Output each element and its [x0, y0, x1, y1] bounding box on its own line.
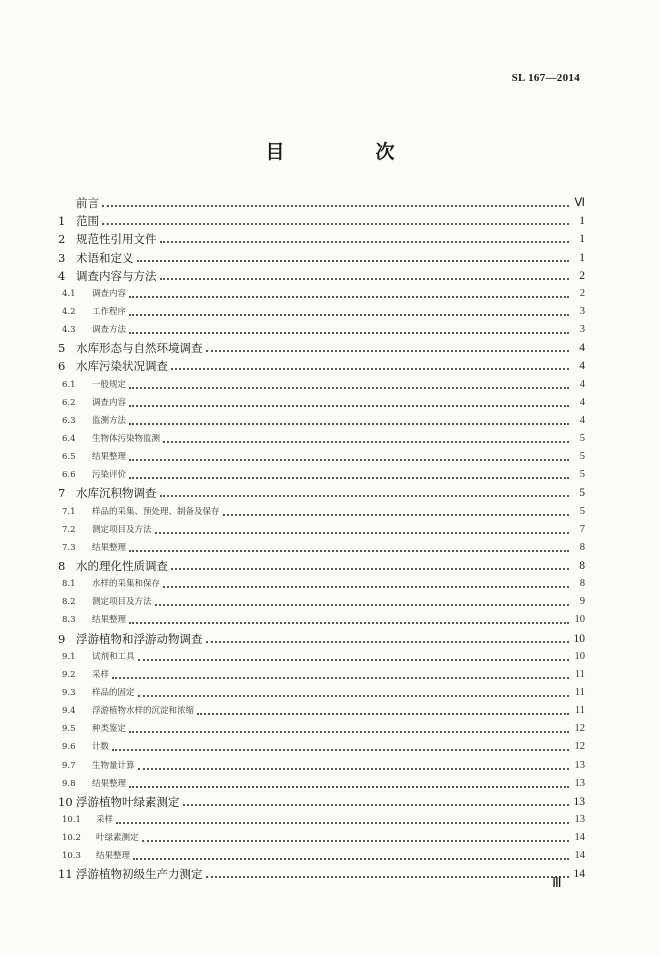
toc-entry[interactable] — [58, 845, 585, 863]
toc-leader-dots — [129, 395, 569, 407]
toc-leader-dots — [129, 304, 569, 316]
standard-code: SL 167—2014 — [511, 72, 580, 84]
toc-entry-page: 8 — [579, 578, 585, 590]
toc-leader-dots — [155, 594, 569, 606]
toc-leader-dots — [112, 667, 569, 679]
toc-entry-page: 4 — [579, 414, 585, 426]
toc-entry[interactable] — [58, 500, 585, 518]
toc-entry-page: 10 — [574, 614, 585, 626]
toc-leader-dots — [206, 340, 570, 352]
toc-entry-number: 9.8 — [62, 778, 76, 789]
toc-entry-label: 术语和定义 — [76, 250, 134, 265]
toc-entry-page: 13 — [574, 759, 585, 771]
toc-entry-number: 9.4 — [62, 706, 76, 717]
toc-entry-page: 5 — [579, 432, 585, 444]
toc-entry-page: 12 — [574, 723, 585, 735]
toc-entry-page: 4 — [579, 360, 585, 373]
toc-leader-dots — [129, 467, 569, 479]
toc-leader-dots — [171, 358, 569, 370]
toc-entry-page: 5 — [579, 505, 585, 517]
toc-entry-page: 8 — [579, 559, 585, 572]
toc-entry-label: 结果整理 — [96, 851, 131, 862]
toc-entry-page: 5 — [579, 487, 585, 500]
toc-leader-dots — [142, 830, 569, 842]
toc-entry-page: Ⅵ — [574, 197, 585, 210]
toc-entry[interactable] — [58, 410, 585, 428]
toc-entry-page: 1 — [579, 215, 585, 228]
toc-entry-number: 9.1 — [62, 651, 76, 662]
toc-leader-dots — [163, 431, 569, 443]
toc-entry-label: 规范性引用文件 — [76, 232, 157, 247]
toc-entry[interactable] — [58, 519, 585, 537]
toc-entry-page: 7 — [579, 523, 585, 535]
toc-entry-number: 6 — [58, 359, 66, 374]
toc-leader-dots — [183, 794, 570, 806]
toc-entry-page: 11 — [574, 686, 585, 698]
toc-leader-dots — [163, 576, 569, 588]
toc-leader-dots — [102, 213, 569, 225]
toc-entry-label: 测定项目及方法 — [92, 597, 152, 608]
toc-entry-label: 浮游植物和浮游动物调查 — [76, 631, 203, 646]
toc-entry[interactable] — [58, 827, 585, 845]
toc-leader-dots — [138, 649, 569, 661]
toc-entry-number: 8.3 — [62, 615, 76, 626]
toc-entry-page: 5 — [579, 469, 585, 481]
toc-entry-number: 6.3 — [62, 415, 76, 426]
toc-entry-number: 6.2 — [62, 397, 76, 408]
toc-entry-page: 4 — [579, 378, 585, 390]
toc-leader-dots — [133, 848, 569, 860]
toc-leader-dots — [171, 558, 569, 570]
toc-entry-label: 水库形态与自然环境调查 — [76, 341, 203, 356]
toc-entry-label: 水库沉积物调查 — [76, 486, 157, 501]
toc-entry-page: 8 — [579, 541, 585, 553]
toc-entry-label: 调查内容 — [92, 397, 127, 408]
toc-entry-label: 调查方法 — [92, 325, 127, 336]
toc-entry-page: 4 — [579, 396, 585, 408]
toc-entry-label: 结果整理 — [92, 778, 127, 789]
toc-entry[interactable] — [58, 228, 585, 246]
toc-entry-label: 污染评价 — [92, 470, 127, 481]
toc-entry-label: 浮游植物初级生产力测定 — [76, 867, 203, 882]
toc-entry-label: 测定项目及方法 — [92, 524, 152, 535]
toc-entry-page: 11 — [574, 705, 585, 717]
toc-leader-dots — [129, 721, 569, 733]
toc-entry-number: 6.1 — [62, 379, 76, 390]
toc-entry-number: 7 — [58, 486, 66, 501]
toc-entry-number: 4.2 — [62, 306, 76, 317]
toc-entry-label: 样品的固定 — [92, 687, 135, 698]
toc-entry-page: 5 — [579, 451, 585, 463]
toc-entry-number: 10.1 — [62, 814, 81, 825]
toc-leader-dots — [129, 286, 569, 298]
toc-entry-number: 7.1 — [62, 506, 76, 517]
toc-entry-number: 3 — [58, 250, 66, 265]
toc-entry-label: 采样 — [96, 814, 114, 825]
toc-entry-page: 14 — [574, 850, 585, 862]
toc-leader-dots — [116, 812, 569, 824]
toc-entry-page: 3 — [579, 305, 585, 317]
toc-entry[interactable] — [58, 809, 585, 827]
toc-leader-dots — [160, 485, 570, 497]
toc-entry[interactable] — [58, 482, 585, 500]
toc-entry-label: 结果整理 — [92, 452, 127, 463]
toc-entry[interactable] — [58, 682, 585, 700]
toc-entry[interactable] — [58, 791, 585, 809]
toc-entry[interactable] — [58, 210, 585, 228]
toc-leader-dots — [129, 449, 569, 461]
toc-entry-number: 4 — [58, 268, 66, 283]
toc-entry-number: 10.2 — [62, 833, 81, 844]
toc-entry-page: 10 — [573, 632, 585, 645]
toc-entry-page: 9 — [579, 596, 585, 608]
toc-entry-label: 工作程序 — [92, 306, 127, 317]
toc-entry[interactable] — [58, 337, 585, 355]
toc-leader-dots — [160, 268, 570, 280]
toc-entry-page: 12 — [574, 741, 585, 753]
toc-entry-label: 水的理化性质调查 — [76, 558, 168, 573]
toc-entry-label: 浮游植物叶绿素测定 — [76, 794, 180, 809]
toc-leader-dots — [129, 322, 569, 334]
toc-entry-label: 浮游植物水样的沉淀和浓缩 — [92, 706, 195, 717]
toc-leader-dots — [112, 739, 569, 751]
toc-entry-label: 种类鉴定 — [92, 724, 127, 735]
toc-entry-label: 调查内容与方法 — [76, 268, 157, 283]
toc-leader-dots — [155, 522, 569, 534]
toc-entry-page: 14 — [574, 832, 585, 844]
toc-entry[interactable] — [58, 591, 585, 609]
toc-entry-number: 9.7 — [62, 760, 76, 771]
toc-entry[interactable] — [58, 355, 585, 373]
toc-entry-number: 9 — [58, 631, 66, 646]
toc-entry[interactable] — [58, 700, 585, 718]
toc-entry-page: 14 — [573, 868, 585, 881]
toc-leader-dots — [129, 377, 569, 389]
toc-entry-number: 11 — [58, 867, 73, 882]
table-of-contents — [58, 192, 585, 881]
toc-entry[interactable] — [58, 555, 585, 573]
toc-entry[interactable] — [58, 246, 585, 264]
toc-leader-dots — [223, 504, 569, 516]
toc-leader-dots — [206, 866, 570, 878]
toc-entry-number: 10 — [58, 794, 73, 809]
toc-entry[interactable] — [58, 718, 585, 736]
toc-entry[interactable] — [58, 754, 585, 772]
toc-leader-dots — [206, 631, 570, 643]
toc-leader-dots — [160, 231, 570, 243]
toc-leader-dots — [129, 776, 569, 788]
toc-entry-number: 9.5 — [62, 724, 76, 735]
toc-entry[interactable] — [58, 373, 585, 391]
toc-entry-label: 结果整理 — [92, 542, 127, 553]
toc-entry-number: 7.2 — [62, 524, 76, 535]
toc-leader-dots — [138, 685, 569, 697]
toc-entry[interactable] — [58, 319, 585, 337]
toc-entry[interactable] — [58, 265, 585, 283]
toc-leader-dots — [102, 195, 569, 207]
toc-entry-number: 6.4 — [62, 433, 76, 444]
toc-entry[interactable] — [58, 283, 585, 301]
toc-entry-number: 8.2 — [62, 597, 76, 608]
toc-entry-number: 2 — [58, 232, 66, 247]
page-number: Ⅲ — [552, 876, 561, 891]
toc-entry-number: 8 — [58, 558, 66, 573]
toc-entry-label: 水样的采集和保存 — [92, 579, 161, 590]
toc-entry-label: 试剂和工具 — [92, 651, 135, 662]
toc-entry-label: 范围 — [76, 214, 99, 229]
toc-entry[interactable] — [58, 192, 585, 210]
toc-entry-label: 采样 — [92, 669, 110, 680]
toc-entry-label: 监测方法 — [92, 415, 127, 426]
toc-entry-page: 10 — [574, 650, 585, 662]
toc-entry-number: 5 — [58, 341, 66, 356]
toc-entry-page: 1 — [579, 251, 585, 264]
toc-entry[interactable] — [58, 863, 585, 881]
toc-entry-label: 样品的采集、预处理、制备及保存 — [92, 506, 220, 517]
toc-leader-dots — [129, 540, 569, 552]
toc-entry-label: 水库污染状况调查 — [76, 359, 168, 374]
toc-entry-label: 一般规定 — [92, 379, 127, 390]
toc-entry-page: 13 — [574, 813, 585, 825]
toc-entry-label: 生物体污染物监测 — [92, 433, 161, 444]
toc-entry[interactable] — [58, 446, 585, 464]
toc-entry-label: 调查内容 — [92, 288, 127, 299]
toc-leader-dots — [129, 413, 569, 425]
toc-entry-page: 2 — [579, 287, 585, 299]
toc-entry[interactable] — [58, 573, 585, 591]
toc-leader-dots — [138, 758, 569, 770]
toc-entry[interactable] — [58, 773, 585, 791]
toc-entry-page: 13 — [573, 795, 585, 808]
toc-entry[interactable] — [58, 627, 585, 645]
toc-entry-number: 8.1 — [62, 579, 76, 590]
toc-entry-page: 3 — [579, 324, 585, 336]
toc-entry[interactable] — [58, 646, 585, 664]
toc-leader-dots — [137, 250, 570, 262]
toc-entry[interactable] — [58, 537, 585, 555]
toc-entry-page: 2 — [579, 269, 585, 282]
toc-entry-number: 10.3 — [62, 851, 81, 862]
toc-entry-label: 前言 — [76, 196, 99, 211]
toc-entry-number: 9.6 — [62, 742, 76, 753]
toc-entry[interactable] — [58, 664, 585, 682]
toc-entry-number: 1 — [58, 214, 66, 229]
toc-entry[interactable] — [58, 392, 585, 410]
toc-entry-page: 1 — [579, 233, 585, 246]
toc-entry-number: 7.3 — [62, 542, 76, 553]
toc-entry[interactable] — [58, 609, 585, 627]
toc-entry[interactable] — [58, 301, 585, 319]
toc-entry-label: 结果整理 — [92, 615, 127, 626]
toc-entry[interactable] — [58, 428, 585, 446]
page-title: 目 次 — [265, 141, 431, 163]
toc-entry-page: 4 — [579, 342, 585, 355]
toc-entry[interactable] — [58, 464, 585, 482]
toc-leader-dots — [197, 703, 569, 715]
toc-leader-dots — [129, 612, 569, 624]
toc-entry-number: 9.2 — [62, 669, 76, 680]
toc-entry-number: 4.3 — [62, 325, 76, 336]
toc-entry-number: 6.6 — [62, 470, 76, 481]
toc-entry-label: 生物量计算 — [92, 760, 135, 771]
toc-entry-number: 6.5 — [62, 452, 76, 463]
toc-entry[interactable] — [58, 736, 585, 754]
toc-entry-number: 9.3 — [62, 687, 76, 698]
toc-entry-page: 13 — [574, 777, 585, 789]
toc-entry-page: 11 — [574, 668, 585, 680]
toc-entry-label: 叶绿素测定 — [96, 833, 139, 844]
toc-entry-label: 计数 — [92, 742, 110, 753]
toc-entry-number: 4.1 — [62, 288, 76, 299]
